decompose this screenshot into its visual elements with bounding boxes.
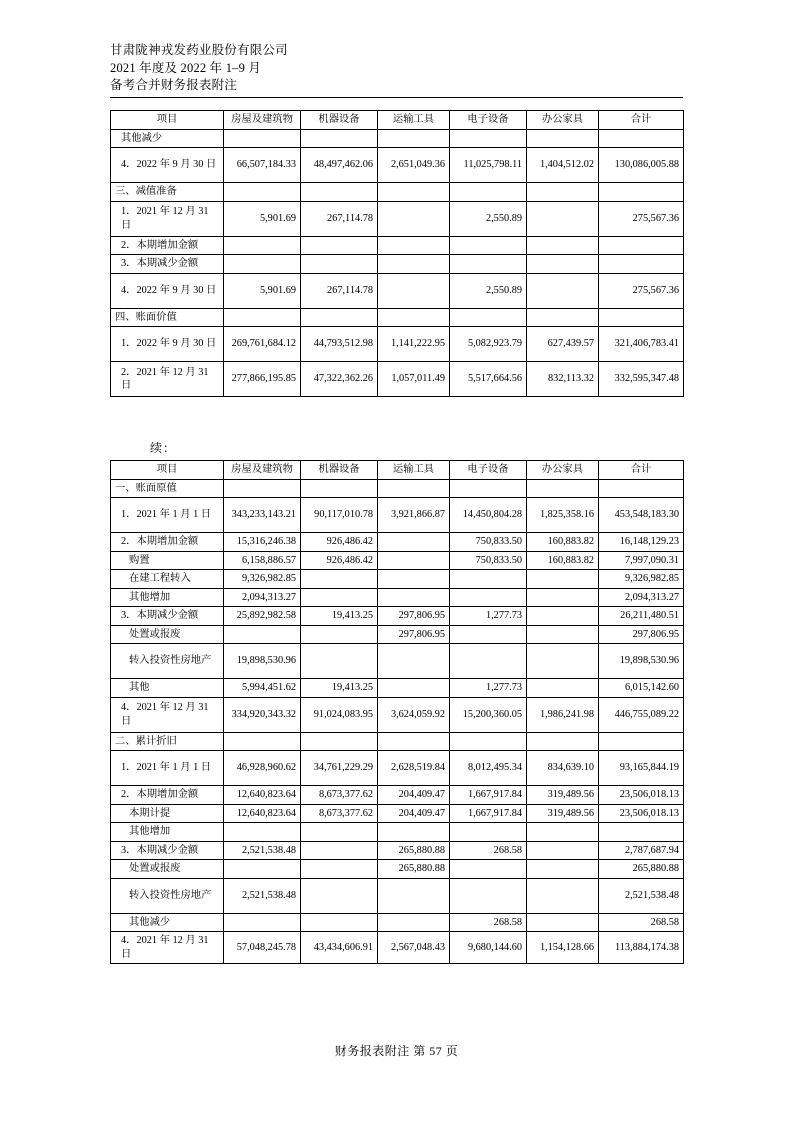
- cell-value: 319,489.56: [527, 804, 599, 823]
- cell-value: [450, 644, 527, 679]
- table-row: [111, 607, 684, 626]
- table-row: [111, 308, 684, 327]
- fixed-assets-table-part2: [110, 460, 684, 964]
- cell-value: 9,326,982.85: [599, 570, 684, 589]
- table-row: [111, 679, 684, 698]
- cell-value: [378, 732, 450, 751]
- table-row: [111, 625, 684, 644]
- table-row: [111, 751, 684, 786]
- cell-value: 130,086,005.88: [599, 148, 684, 183]
- cell-value: [378, 255, 450, 274]
- cell-value: 19,413.25: [301, 607, 378, 626]
- cell-value: 2,550.89: [450, 201, 527, 236]
- column-header: 项目: [111, 461, 224, 480]
- cell-value: [450, 860, 527, 879]
- cell-value: [301, 183, 378, 202]
- cell-value: 269,761,684.12: [224, 327, 301, 362]
- row-label: 4．2022 年 9 月 30 日: [111, 273, 224, 308]
- cell-value: [378, 308, 450, 327]
- cell-value: [378, 913, 450, 932]
- cell-value: [527, 129, 599, 148]
- cell-value: 9,326,982.85: [224, 570, 301, 589]
- continued-label: 续：: [150, 441, 177, 455]
- table-row: [111, 533, 684, 552]
- column-header: 机器设备: [301, 111, 378, 130]
- cell-value: 43,434,606.91: [301, 932, 378, 964]
- cell-value: 2,094,313.27: [599, 588, 684, 607]
- cell-value: 23,506,018.13: [599, 804, 684, 823]
- cell-value: [527, 183, 599, 202]
- cell-value: [378, 644, 450, 679]
- cell-value: 5,901.69: [224, 273, 301, 308]
- cell-value: 321,406,783.41: [599, 327, 684, 362]
- row-label: 1．2022 年 9 月 30 日: [111, 327, 224, 362]
- column-header: 运输工具: [378, 111, 450, 130]
- cell-value: 267,114.78: [301, 273, 378, 308]
- cell-value: [527, 878, 599, 913]
- cell-value: 750,833.50: [450, 551, 527, 570]
- cell-value: 90,117,010.78: [301, 498, 378, 533]
- cell-value: [450, 732, 527, 751]
- row-label: 1．2021 年 1 月 1 日: [111, 498, 224, 533]
- cell-value: [599, 236, 684, 255]
- cell-value: 268.58: [450, 913, 527, 932]
- column-header: 项目: [111, 111, 224, 130]
- cell-value: [301, 255, 378, 274]
- table-row: [111, 327, 684, 362]
- cell-value: [450, 479, 527, 498]
- cell-value: [378, 570, 450, 589]
- cell-value: 5,901.69: [224, 201, 301, 236]
- cell-value: 6,015,142.60: [599, 679, 684, 698]
- fixed-assets-table-part2-wrap: [110, 460, 683, 964]
- cell-value: 332,595,347.48: [599, 362, 684, 397]
- cell-value: 297,806.95: [599, 625, 684, 644]
- cell-value: [224, 860, 301, 879]
- row-label: 转入投资性房地产: [111, 878, 224, 913]
- cell-value: 204,409.47: [378, 786, 450, 805]
- document-header: [110, 42, 690, 95]
- company-name: 甘肃陇神戎发药业股份有限公司: [110, 43, 288, 57]
- report-title: 备考合并财务报表附注: [110, 78, 238, 92]
- cell-value: 1,825,358.16: [527, 498, 599, 533]
- cell-value: [527, 273, 599, 308]
- cell-value: 19,413.25: [301, 679, 378, 698]
- row-label: 3．本期减少金额: [111, 255, 224, 274]
- report-period: 2021 年度及 2022 年 1–9 月: [110, 60, 262, 75]
- cell-value: [599, 308, 684, 327]
- table1-body: [111, 111, 684, 397]
- cell-value: [450, 570, 527, 589]
- cell-value: [450, 625, 527, 644]
- cell-value: [527, 201, 599, 236]
- cell-value: 26,211,480.51: [599, 607, 684, 626]
- cell-value: [527, 913, 599, 932]
- cell-value: 275,567.36: [599, 201, 684, 236]
- cell-value: [450, 183, 527, 202]
- cell-value: 5,994,451.62: [224, 679, 301, 698]
- cell-value: [599, 183, 684, 202]
- cell-value: 2,521,538.48: [224, 878, 301, 913]
- table-row: [111, 570, 684, 589]
- table-row: [111, 697, 684, 732]
- cell-value: [224, 236, 301, 255]
- cell-value: 8,673,377.62: [301, 804, 378, 823]
- cell-value: [450, 823, 527, 842]
- cell-value: 297,806.95: [378, 607, 450, 626]
- cell-value: [224, 255, 301, 274]
- table-header-row: [111, 111, 684, 130]
- cell-value: 453,548,183.30: [599, 498, 684, 533]
- table-row: [111, 201, 684, 236]
- row-label: 2．本期增加金额: [111, 786, 224, 805]
- cell-value: [599, 129, 684, 148]
- table-header-row: [111, 461, 684, 480]
- cell-value: 1,154,128.66: [527, 932, 599, 964]
- cell-value: 34,761,229.29: [301, 751, 378, 786]
- table-row: [111, 255, 684, 274]
- cell-value: 25,892,982.58: [224, 607, 301, 626]
- cell-value: 750,833.50: [450, 533, 527, 552]
- row-label: 4．2021 年 12 月 31 日: [111, 697, 224, 732]
- table-row: [111, 786, 684, 805]
- cell-value: 926,486.42: [301, 533, 378, 552]
- row-label: 在建工程转入: [111, 570, 224, 589]
- cell-value: 2,521,538.48: [224, 841, 301, 860]
- cell-value: [527, 479, 599, 498]
- column-header: 办公家具: [527, 461, 599, 480]
- cell-value: [527, 588, 599, 607]
- table-row: [111, 644, 684, 679]
- row-label: 三、减值准备: [111, 183, 224, 202]
- cell-value: 446,755,089.22: [599, 697, 684, 732]
- cell-value: [224, 479, 301, 498]
- cell-value: [527, 644, 599, 679]
- cell-value: 15,200,360.05: [450, 697, 527, 732]
- cell-value: [224, 625, 301, 644]
- cell-value: 47,322,362.26: [301, 362, 378, 397]
- cell-value: [224, 308, 301, 327]
- row-label: 其他增加: [111, 823, 224, 842]
- cell-value: [527, 625, 599, 644]
- table-row: [111, 362, 684, 397]
- cell-value: 268.58: [450, 841, 527, 860]
- row-label: 3．本期减少金额: [111, 607, 224, 626]
- row-label: 2．本期增加金额: [111, 533, 224, 552]
- cell-value: [301, 625, 378, 644]
- cell-value: [301, 588, 378, 607]
- table-row: [111, 129, 684, 148]
- cell-value: 12,640,823.64: [224, 804, 301, 823]
- cell-value: 14,450,804.28: [450, 498, 527, 533]
- row-label: 1．2021 年 12 月 31 日: [111, 201, 224, 236]
- cell-value: [527, 236, 599, 255]
- cell-value: 1,986,241.98: [527, 697, 599, 732]
- fixed-assets-table-part1: [110, 110, 684, 397]
- table-row: [111, 841, 684, 860]
- table-row: [111, 498, 684, 533]
- table-row: [111, 479, 684, 498]
- row-label: 3．本期减少金额: [111, 841, 224, 860]
- cell-value: 1,277.73: [450, 679, 527, 698]
- cell-value: [224, 183, 301, 202]
- cell-value: 2,550.89: [450, 273, 527, 308]
- cell-value: 48,497,462.06: [301, 148, 378, 183]
- cell-value: [450, 129, 527, 148]
- cell-value: [527, 679, 599, 698]
- cell-value: 1,057,011.49: [378, 362, 450, 397]
- cell-value: 93,165,844.19: [599, 751, 684, 786]
- cell-value: 1,667,917.84: [450, 804, 527, 823]
- cell-value: [301, 860, 378, 879]
- table-row: [111, 732, 684, 751]
- table-row: [111, 804, 684, 823]
- cell-value: [224, 913, 301, 932]
- cell-value: 16,148,129.23: [599, 533, 684, 552]
- cell-value: [224, 129, 301, 148]
- cell-value: 160,883.82: [527, 551, 599, 570]
- cell-value: [378, 129, 450, 148]
- cell-value: 204,409.47: [378, 804, 450, 823]
- cell-value: 46,928,960.62: [224, 751, 301, 786]
- column-header: 电子设备: [450, 111, 527, 130]
- cell-value: 2,787,687.94: [599, 841, 684, 860]
- header-divider: [110, 97, 683, 98]
- table-row: [111, 913, 684, 932]
- cell-value: [450, 878, 527, 913]
- cell-value: [450, 236, 527, 255]
- cell-value: [527, 841, 599, 860]
- cell-value: 297,806.95: [378, 625, 450, 644]
- cell-value: 57,048,245.78: [224, 932, 301, 964]
- cell-value: 15,316,246.38: [224, 533, 301, 552]
- cell-value: [527, 823, 599, 842]
- cell-value: [378, 878, 450, 913]
- cell-value: [224, 823, 301, 842]
- row-label: 其他增加: [111, 588, 224, 607]
- column-header: 电子设备: [450, 461, 527, 480]
- column-header: 合计: [599, 461, 684, 480]
- column-header: 办公家具: [527, 111, 599, 130]
- cell-value: 277,866,195.85: [224, 362, 301, 397]
- column-header: 运输工具: [378, 461, 450, 480]
- cell-value: [378, 236, 450, 255]
- cell-value: [450, 255, 527, 274]
- cell-value: 1,141,222.95: [378, 327, 450, 362]
- cell-value: 19,898,530.96: [599, 644, 684, 679]
- column-header: 合计: [599, 111, 684, 130]
- cell-value: 91,024,083.95: [301, 697, 378, 732]
- table-row: [111, 236, 684, 255]
- cell-value: [450, 588, 527, 607]
- cell-value: [378, 679, 450, 698]
- cell-value: [301, 129, 378, 148]
- cell-value: [527, 860, 599, 879]
- table-row: [111, 183, 684, 202]
- cell-value: 44,793,512.98: [301, 327, 378, 362]
- cell-value: [599, 255, 684, 274]
- cell-value: [301, 841, 378, 860]
- cell-value: 2,521,538.48: [599, 878, 684, 913]
- cell-value: 2,651,049.36: [378, 148, 450, 183]
- cell-value: [378, 201, 450, 236]
- cell-value: 1,667,917.84: [450, 786, 527, 805]
- cell-value: [527, 255, 599, 274]
- row-label: 四、账面价值: [111, 308, 224, 327]
- cell-value: 12,640,823.64: [224, 786, 301, 805]
- fixed-assets-table-part1-wrap: [110, 110, 683, 397]
- cell-value: [378, 533, 450, 552]
- cell-value: [599, 732, 684, 751]
- row-label: 二、累计折旧: [111, 732, 224, 751]
- cell-value: 113,884,174.38: [599, 932, 684, 964]
- cell-value: [301, 823, 378, 842]
- cell-value: 6,158,886.57: [224, 551, 301, 570]
- cell-value: [450, 308, 527, 327]
- cell-value: 334,920,343.32: [224, 697, 301, 732]
- cell-value: [527, 570, 599, 589]
- table-row: [111, 551, 684, 570]
- cell-value: 1,277.73: [450, 607, 527, 626]
- page-footer: 财务报表附注 第 57 页: [334, 1044, 459, 1058]
- row-label: 4．2021 年 12 月 31 日: [111, 932, 224, 964]
- row-label: 其他减少: [111, 913, 224, 932]
- cell-value: [527, 607, 599, 626]
- cell-value: [599, 479, 684, 498]
- row-label: 购置: [111, 551, 224, 570]
- cell-value: 265,880.88: [599, 860, 684, 879]
- cell-value: [378, 183, 450, 202]
- cell-value: 3,624,059.92: [378, 697, 450, 732]
- row-label: 其他减少: [111, 129, 224, 148]
- cell-value: [527, 732, 599, 751]
- cell-value: 5,082,923.79: [450, 327, 527, 362]
- cell-value: 832,113.32: [527, 362, 599, 397]
- cell-value: [301, 308, 378, 327]
- table-row: [111, 588, 684, 607]
- cell-value: 627,439.57: [527, 327, 599, 362]
- column-header: 房屋及建筑物: [224, 461, 301, 480]
- cell-value: 19,898,530.96: [224, 644, 301, 679]
- cell-value: [301, 732, 378, 751]
- cell-value: [378, 823, 450, 842]
- table2-body: [111, 461, 684, 964]
- row-label: 处置或报废: [111, 860, 224, 879]
- cell-value: 275,567.36: [599, 273, 684, 308]
- cell-value: 11,025,798.11: [450, 148, 527, 183]
- column-header: 机器设备: [301, 461, 378, 480]
- cell-value: 1,404,512.02: [527, 148, 599, 183]
- table-row: [111, 878, 684, 913]
- cell-value: 66,507,184.33: [224, 148, 301, 183]
- cell-value: [301, 570, 378, 589]
- cell-value: 267,114.78: [301, 201, 378, 236]
- cell-value: 2,094,313.27: [224, 588, 301, 607]
- cell-value: 5,517,664.56: [450, 362, 527, 397]
- cell-value: 319,489.56: [527, 786, 599, 805]
- cell-value: [378, 551, 450, 570]
- cell-value: [301, 479, 378, 498]
- cell-value: 926,486.42: [301, 551, 378, 570]
- cell-value: [301, 644, 378, 679]
- row-label: 2．本期增加金额: [111, 236, 224, 255]
- cell-value: 2,567,048.43: [378, 932, 450, 964]
- cell-value: 2,628,519.84: [378, 751, 450, 786]
- cell-value: 8,012,495.34: [450, 751, 527, 786]
- table-row: [111, 823, 684, 842]
- row-label: 1．2021 年 1 月 1 日: [111, 751, 224, 786]
- row-label: 2．2021 年 12 月 31 日: [111, 362, 224, 397]
- cell-value: [301, 236, 378, 255]
- cell-value: 265,880.88: [378, 860, 450, 879]
- table-row: [111, 148, 684, 183]
- cell-value: 343,233,143.21: [224, 498, 301, 533]
- table-row: [111, 860, 684, 879]
- cell-value: 265,880.88: [378, 841, 450, 860]
- cell-value: [224, 732, 301, 751]
- column-header: 房屋及建筑物: [224, 111, 301, 130]
- cell-value: [378, 479, 450, 498]
- cell-value: [599, 823, 684, 842]
- table-row: [111, 932, 684, 964]
- cell-value: 834,639.10: [527, 751, 599, 786]
- row-label: 其他: [111, 679, 224, 698]
- cell-value: [378, 588, 450, 607]
- table-row: [111, 273, 684, 308]
- cell-value: 160,883.82: [527, 533, 599, 552]
- cell-value: 9,680,144.60: [450, 932, 527, 964]
- row-label: 4．2022 年 9 月 30 日: [111, 148, 224, 183]
- cell-value: [378, 273, 450, 308]
- cell-value: 8,673,377.62: [301, 786, 378, 805]
- cell-value: 3,921,866.87: [378, 498, 450, 533]
- cell-value: [527, 308, 599, 327]
- row-label: 本期计提: [111, 804, 224, 823]
- cell-value: 23,506,018.13: [599, 786, 684, 805]
- cell-value: 268.58: [599, 913, 684, 932]
- row-label: 转入投资性房地产: [111, 644, 224, 679]
- cell-value: 7,997,090.31: [599, 551, 684, 570]
- cell-value: [301, 878, 378, 913]
- row-label: 处置或报废: [111, 625, 224, 644]
- row-label: 一、账面原值: [111, 479, 224, 498]
- cell-value: [301, 913, 378, 932]
